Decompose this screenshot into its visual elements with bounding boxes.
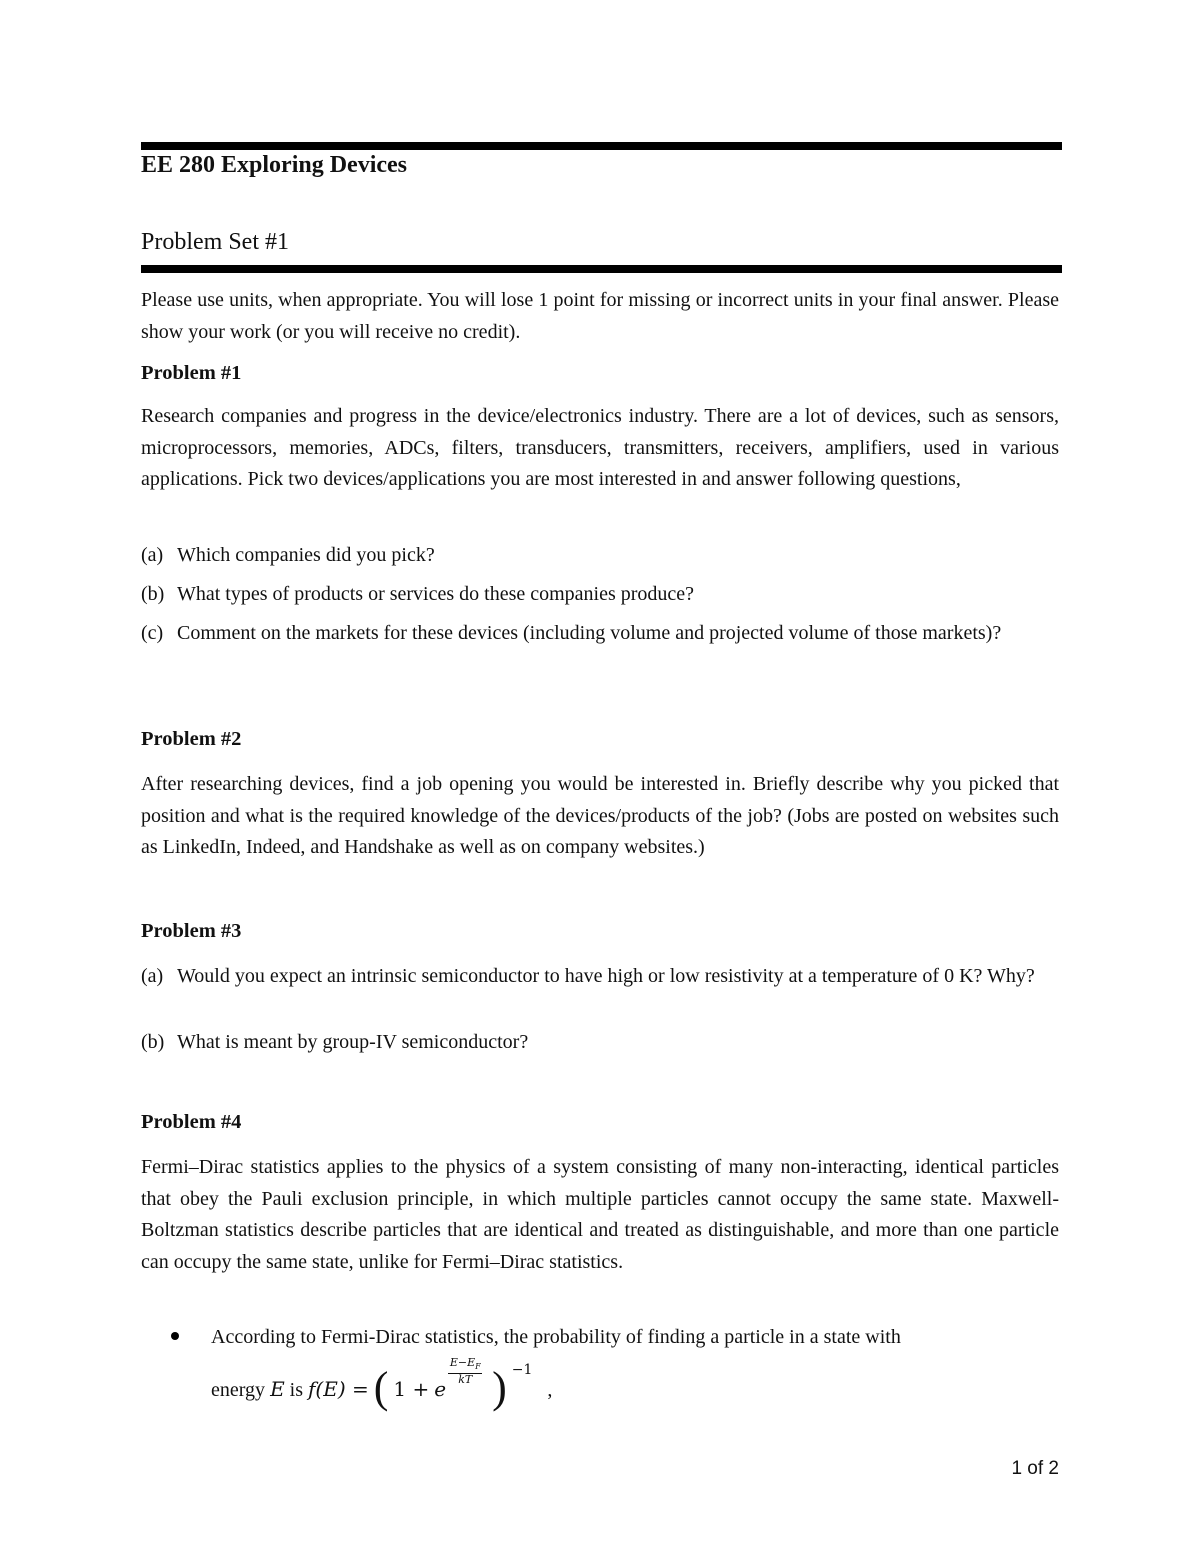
exp-num-sub: F [475,1362,481,1372]
item-text: Which companies did you pick? [177,544,435,566]
item-label: (b) [141,1031,165,1053]
bullet-text: According to Fermi-Dirac statistics, the probability of finding a particle in a state with [211,1326,901,1348]
item-text: Comment on the markets for these devices (including volume and projected volume of those markets)? [177,622,1002,644]
problem-3-item-b [141,1029,1059,1055]
top-rule [141,142,1062,150]
problem-4-bullet [141,1322,1059,1412]
intro-paragraph: Please use units, when appropriate. You will lose 1 point for missing or incorrect units in your final answer. Please show your work (or you will receive no credit). [141,289,1059,343]
problem-1-heading: Problem #1 [141,362,242,384]
problem-3-item-a [141,963,1059,989]
exp-term [434,1356,492,1401]
formula-exponent: −1 [511,1362,533,1379]
left-paren: ( [373,1363,389,1412]
item-label: (a) [141,544,164,566]
item-text: What is meant by group-IV semiconductor? [177,1031,529,1053]
problem-1-item-a [141,542,1059,568]
problem-1-item-b [141,581,1059,607]
formula-prefix: energy [211,1379,266,1401]
formula-tail: , [547,1379,553,1401]
bullet-icon [171,1332,179,1340]
formula-one: 1 + [393,1377,430,1401]
page-number: 1 of 2 [1011,1458,1059,1479]
problem-1-body: Research companies and progress in the device/electronics industry. There are a lot of devices, such as sensors, microprocessors, memories, ADCs, filters, transducers, transmitters, receivers, amplifiers, used in various applications. Pick two devices/applications you are most interested in and answer following questions, [141,405,1059,490]
exp-denominator: kT [458,1373,473,1387]
exp-num-text: E−E [449,1356,476,1369]
problem-4-heading: Problem #4 [141,1111,242,1133]
formula-base: e [434,1377,447,1401]
problem-3-heading: Problem #3 [141,920,242,942]
problem-2-heading: Problem #2 [141,728,242,750]
exp-numerator [448,1357,482,1374]
document-title: EE 280 Exploring Devices [141,152,408,178]
header-rule [141,265,1062,273]
formula-lhs: f(E) = [308,1377,369,1401]
problem-4-body: Fermi–Dirac statistics applies to the physics of a system consisting of many non-interacting, identical particles that obey the Pauli exclusion principle, in which multiple particles cannot occupy the same state. Maxwell-Boltzman statistics describe particles that are identical and treated as distinguishable, and more than one particle can occupy the same state, unlike for Fermi–Dirac statistics. [141,1156,1059,1273]
formula-is: is [289,1379,304,1401]
item-label: (b) [141,583,165,605]
item-text: Would you expect an intrinsic semiconductor to have high or low resistivity at a temperature of 0 K? Why? [177,965,1035,987]
item-text: What types of products or services do these companies produce? [177,583,695,605]
right-paren: ) [492,1363,507,1412]
problem-1-item-c [141,620,1059,646]
fermi-dirac-formula [211,1356,553,1412]
item-label: (a) [141,965,164,987]
item-label: (c) [141,622,164,644]
exp-fraction [448,1357,482,1386]
formula-var: E [270,1377,285,1401]
problem-2-body: After researching devices, find a job opening you would be interested in. Briefly describe why you picked that position and what is the required knowledge of the devices/products of the job? (Jobs are posted on websites such as LinkedIn, Indeed, and Handshake as well as on company websites.) [141,773,1059,858]
problem-set-subtitle: Problem Set #1 [141,229,289,255]
